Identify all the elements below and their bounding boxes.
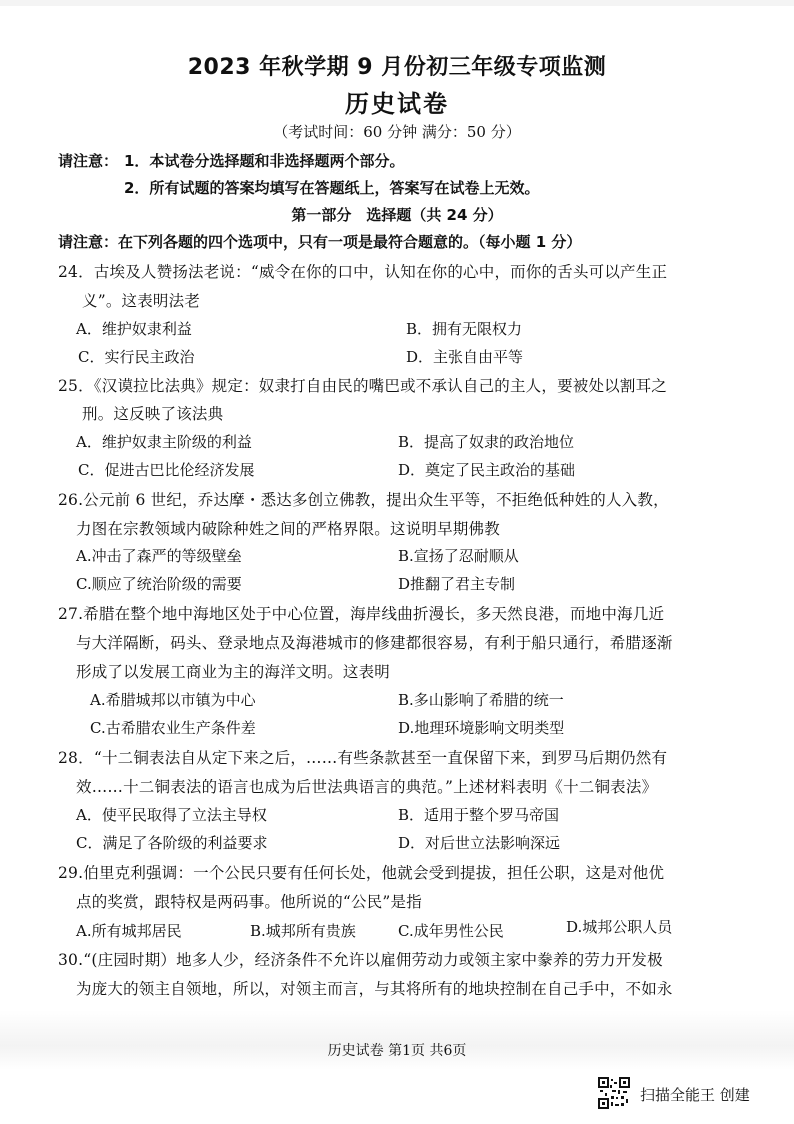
question-28-option-c: C．满足了各阶级的利益要求 <box>76 834 268 852</box>
question-25-line1: 25．《汉谟拉比法典》规定：奴隶打自由民的嘴巴或不承认自己的主人，要被处以割耳之 <box>58 377 667 395</box>
qr-code-icon <box>598 1077 630 1109</box>
question-26-option-d: D推翻了君主专制 <box>398 575 516 593</box>
question-28-option-b: B．适用于整个罗马帝国 <box>398 806 560 824</box>
question-28-option-a: A．使平民取得了立法主导权 <box>76 806 267 824</box>
question-26-option-b: B.宣扬了忍耐顺从 <box>398 547 519 565</box>
question-27-option-a: A.希腊城邦以市镇为中心 <box>90 691 256 709</box>
question-29-option-d: D.城邦公职人员 <box>566 918 673 936</box>
question-26-option-a: A.冲击了森严的等级壁垒 <box>76 547 242 565</box>
question-30-line1: 30.“(庄园时期）地多人少，经济条件不允许以雇佣劳动力或领主家中豢养的劳力开发极 <box>58 951 663 969</box>
question-24-line2: 义”。这表明法老 <box>82 292 201 310</box>
question-27-option-b: B.多山影响了希腊的统一 <box>398 691 564 709</box>
notice-item-1: 1．本试卷分选择题和非选择题两个部分。 <box>124 152 405 170</box>
question-25-option-d: D．奠定了民主政治的基础 <box>398 461 576 479</box>
question-27-option-d: D.地理环境影响文明类型 <box>398 719 565 737</box>
notice-item-2: 2．所有试题的答案均填写在答题纸上，答案写在试卷上无效。 <box>124 179 540 197</box>
question-25-option-c: C．促进古巴比伦经济发展 <box>78 461 255 479</box>
question-24-option-d: D．主张自由平等 <box>406 348 524 366</box>
section-title: 第一部分 选择题（共 24 分） <box>291 206 503 224</box>
question-24-option-a: A．维护奴隶利益 <box>76 320 192 338</box>
question-29-option-b: B.城邦所有贵族 <box>250 922 356 940</box>
exam-info: （考试时间：60 分钟 满分：50 分） <box>273 123 521 141</box>
question-27-line1: 27.希腊在整个地中海地区处于中心位置，海岸线曲折漫长，多天然良港，而地中海几近 <box>58 605 665 623</box>
question-29-option-a: A.所有城邦居民 <box>76 922 182 940</box>
notice-label: 请注意： <box>58 152 119 170</box>
question-25-option-b: B．提高了奴隶的政治地位 <box>398 433 575 451</box>
question-29-line1: 29.伯里克利强调：一个公民只要有任何长处，他就会受到提拔，担任公职，这是对他优 <box>58 864 665 882</box>
question-29-line2: 点的奖赏，跟特权是两码事。他所说的“公民”是指 <box>76 893 422 911</box>
question-27-line3: 形成了以发展工商业为主的海洋文明。这表明 <box>76 663 391 681</box>
question-24-line1: 24．古埃及人赞扬法老说：“威令在你的口中，认知在你的心中，而你的舌头可以产生正 <box>58 263 668 281</box>
question-24-option-c: C．实行民主政治 <box>78 348 195 366</box>
scanner-watermark: 扫描全能王 创建 <box>640 1086 750 1104</box>
question-30-line2: 为庞大的领主自领地，所以，对领主而言，与其将所有的地块控制在自己手中，不如永 <box>76 980 673 998</box>
question-25-option-a: A．维护奴隶主阶级的利益 <box>76 433 252 451</box>
question-24-option-b: B．拥有无限权力 <box>406 320 523 338</box>
question-26-option-c: C.顺应了统治阶级的需要 <box>76 575 242 593</box>
question-28-option-d: D．对后世立法影响深远 <box>398 834 561 852</box>
question-25-line2: 刑。这反映了该法典 <box>82 405 224 423</box>
question-26-line2: 力图在宗教领域内破除种姓之间的严格界限。这说明早期佛教 <box>76 520 500 538</box>
section-instruction: 请注意：在下列各题的四个选项中，只有一项是最符合题意的。（每小题 1 分） <box>58 233 582 251</box>
subject-title: 历史试卷 <box>345 90 449 118</box>
question-27-option-c: C.古希腊农业生产条件差 <box>90 719 256 737</box>
exam-title: 2023 年秋学期 9 月份初三年级专项监测 <box>187 55 607 80</box>
scan-edge <box>0 0 794 6</box>
question-27-line2: 与大洋隔断，码头、登录地点及海港城市的修建都很容易，有利于船只通行，希腊逐渐 <box>76 634 673 652</box>
page-footer: 历史试卷 第1页 共6页 <box>327 1043 467 1059</box>
question-26-line1: 26.公元前 6 世纪，乔达摩・悉达多创立佛教，提出众生平等，不拒绝低种姓的人入教， <box>58 491 669 509</box>
question-28-line1: 28．“十二铜表法自从定下来之后，……有些条款甚至一直保留下来，到罗马后期仍然有 <box>58 749 668 767</box>
question-29-option-c: C.成年男性公民 <box>398 922 504 940</box>
question-28-line2: 效……十二铜表法的语言也成为后世法典语言的典范。”上述材料表明《十二铜表法》 <box>76 778 658 796</box>
